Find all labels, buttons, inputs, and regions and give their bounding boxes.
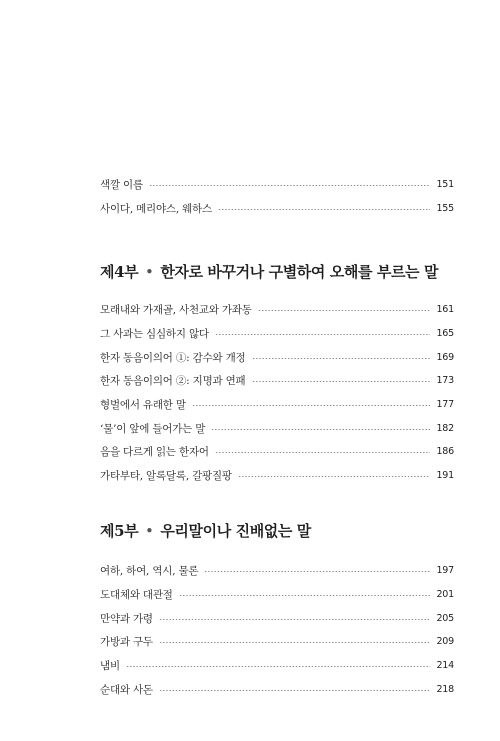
entry-title: 순대와 사돈 [100, 683, 153, 696]
toc-block-part-4 [100, 298, 454, 488]
dot-leader [179, 595, 431, 596]
entry-title: 한자 동음이의어 ②: 지명과 연패 [100, 375, 246, 388]
entry-title: 색깔 이름 [100, 179, 143, 192]
entry-page-number: 218 [436, 683, 454, 695]
entry-title: 가타부타, 알록달록, 갈팡질팡 [100, 470, 232, 483]
entry-page-number: 191 [436, 470, 454, 482]
dot-leader [159, 619, 431, 620]
toc-entry [100, 173, 454, 197]
entry-title: 여하, 하여, 역시, 물론 [100, 565, 199, 578]
entry-page-number: 169 [436, 351, 454, 363]
dot-leader [159, 690, 431, 691]
entry-page-number: 214 [436, 660, 454, 672]
entry-page-number: 186 [436, 446, 454, 458]
toc-entry [100, 322, 454, 346]
entry-title: 냄비 [100, 660, 120, 673]
entry-title: 음을 다르게 읽는 한자어 [100, 446, 209, 459]
entry-page-number: 177 [436, 399, 454, 411]
entry-title: 만약과 가령 [100, 612, 153, 625]
dot-leader [218, 209, 430, 210]
toc-entry [100, 583, 454, 607]
toc-block-part-5 [100, 559, 454, 701]
dot-leader [126, 666, 431, 667]
toc-entry [100, 345, 454, 369]
entry-page-number: 161 [436, 304, 454, 316]
part-heading [100, 261, 460, 282]
entry-page-number: 209 [436, 636, 454, 648]
toc-entry [100, 298, 454, 322]
toc-entry [100, 440, 454, 464]
entry-title: 그 사과는 심심하지 않다 [100, 328, 209, 341]
dot-leader [149, 185, 431, 186]
toc-entry [100, 369, 454, 393]
entry-page-number: 182 [436, 422, 454, 434]
entry-title: 모래내와 가재골, 사천교와 가좌동 [100, 304, 252, 317]
toc-entry [100, 416, 454, 440]
toc-entry [100, 654, 454, 678]
part-title: 한자로 바꾸거나 구별하여 오해를 부르는 말 [160, 263, 439, 281]
toc-block-continued [100, 173, 454, 220]
entry-page-number: 173 [436, 375, 454, 387]
entry-title: 형벌에서 유래한 말 [100, 399, 186, 412]
part-heading [100, 520, 460, 541]
entry-page-number: 151 [436, 179, 454, 191]
part-separator: • [145, 522, 154, 540]
toc-entry [100, 677, 454, 701]
dot-leader [258, 310, 431, 311]
toc-entry [100, 393, 454, 417]
entry-page-number: 205 [436, 612, 454, 624]
entry-page-number: 197 [436, 565, 454, 577]
toc-entry [100, 606, 454, 630]
entry-title: 한자 동음이의어 ①: 감수와 개정 [100, 351, 246, 364]
dot-leader [204, 571, 430, 572]
entry-page-number: 201 [436, 589, 454, 601]
dot-leader [215, 334, 431, 335]
part-label: 제4부 [100, 263, 139, 281]
dot-leader [211, 429, 430, 430]
dot-leader [252, 358, 431, 359]
part-separator: • [145, 263, 154, 281]
entry-title: ‘물’이 앞에 들어가는 말 [100, 422, 206, 435]
toc-entry [100, 559, 454, 583]
dot-leader [252, 381, 431, 382]
dot-leader [192, 405, 431, 406]
dot-leader [215, 452, 431, 453]
entry-title: 도대체와 대관절 [100, 589, 173, 602]
toc-entry [100, 197, 454, 221]
dot-leader [238, 476, 431, 477]
dot-leader [159, 642, 431, 643]
part-label: 제5부 [100, 522, 139, 540]
part-title: 우리말이나 진배없는 말 [160, 522, 311, 540]
entry-page-number: 165 [436, 328, 454, 340]
entry-page-number: 155 [436, 203, 454, 215]
toc-entry [100, 464, 454, 488]
entry-title: 사이다, 메리야스, 웨하스 [100, 203, 212, 216]
entry-title: 가방과 구두 [100, 636, 153, 649]
toc-entry [100, 630, 454, 654]
